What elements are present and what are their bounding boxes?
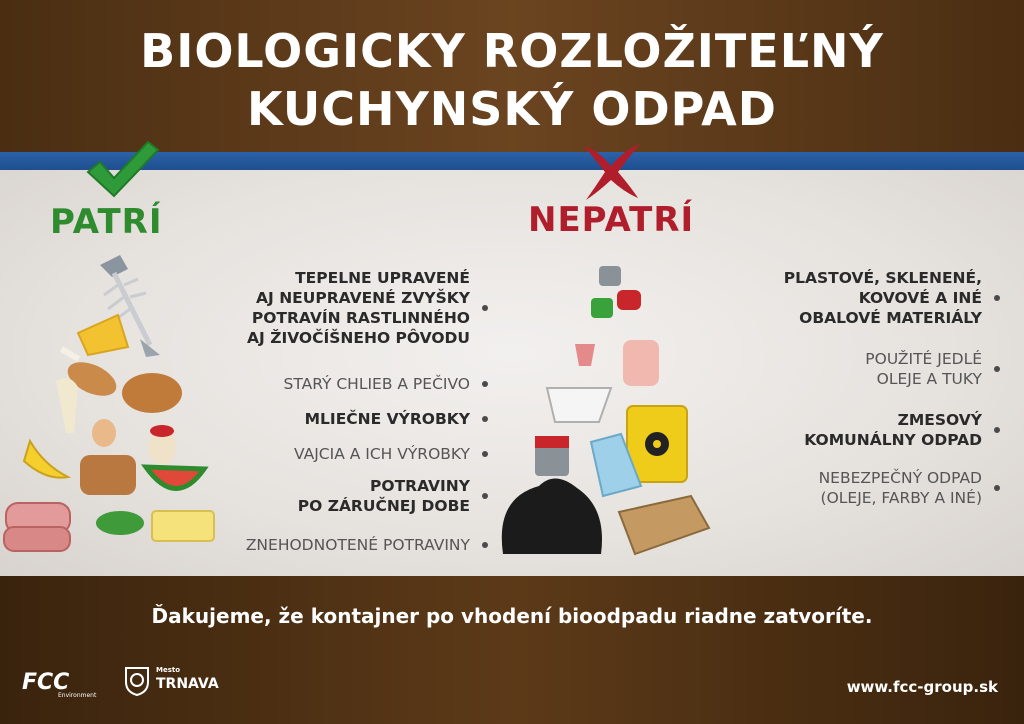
butter-icon bbox=[152, 511, 214, 541]
meat-icon bbox=[4, 503, 70, 551]
list-item: TEPELNE UPRAVENÉ AJ NEUPRAVENÉ ZVYŠKY POTRAVÍN RASTLINNÉHO AJ ŽIVOČÍŠNEHO PÔVODU bbox=[247, 268, 488, 348]
bullet bbox=[994, 295, 1000, 301]
trnava-logo: TRNAVA bbox=[156, 676, 219, 692]
ice-cream-icon bbox=[56, 378, 78, 433]
belongs-heading: PATRÍ bbox=[50, 202, 163, 242]
list-item: NEBEZPEČNÝ ODPAD (OLEJE, FARBY A INÉ) bbox=[819, 468, 1000, 508]
list-item: STARÝ CHLIEB A PEČIVO bbox=[283, 374, 488, 394]
website-link[interactable]: www.fcc-group.sk bbox=[846, 678, 998, 696]
tray-icon bbox=[547, 388, 611, 422]
footer bbox=[0, 576, 1024, 724]
list-item: PLASTOVÉ, SKLENENÉ, KOVOVÉ A INÉ OBALOVÉ MATERIÁLY bbox=[784, 268, 1000, 328]
egg-icon bbox=[92, 419, 116, 447]
pizza-box-icon bbox=[619, 496, 709, 554]
cucumber-icon bbox=[96, 511, 144, 535]
page-title: BIOLOGICKY ROZLOŽITEĽNÝ KUCHYNSKÝ ODPAD bbox=[140, 24, 884, 136]
paint-bucket-icon bbox=[535, 436, 569, 476]
banana-peel-icon bbox=[24, 441, 68, 478]
can-icon bbox=[591, 266, 641, 318]
watermelon-icon bbox=[146, 467, 204, 489]
cheese-icon bbox=[78, 315, 128, 355]
list-item: MLIEČNE VÝROBKY bbox=[305, 409, 488, 429]
non-bio-waste-illustration bbox=[495, 258, 725, 563]
bread-icon bbox=[122, 373, 182, 413]
list-item: ZNEHODNOTENÉ POTRAVINY bbox=[246, 535, 488, 555]
bullet bbox=[994, 427, 1000, 433]
cup-icon bbox=[575, 344, 595, 366]
apple-core-icon bbox=[148, 425, 176, 465]
bread-loaf-icon bbox=[80, 455, 136, 495]
trash-bag-icon bbox=[502, 478, 602, 554]
list-item: ZMESOVÝ KOMUNÁLNY ODPAD bbox=[804, 410, 1000, 450]
jar-icon bbox=[623, 340, 659, 386]
trnava-crest-icon bbox=[124, 666, 150, 696]
list-item: VAJCIA A ICH VÝROBKY bbox=[294, 444, 488, 464]
bullet bbox=[994, 485, 1000, 491]
fcc-logo: FCC bbox=[22, 670, 70, 695]
food-waste-illustration bbox=[0, 255, 225, 565]
fcc-logo-subtitle: Environment bbox=[58, 692, 97, 699]
footer-message: Ďakujeme, že kontajner po vhodení bioodpadu riadne zatvoríte. bbox=[151, 604, 873, 628]
bullet bbox=[994, 366, 1000, 372]
list-item: POUŽITÉ JEDLÉ OLEJE A TUKY bbox=[865, 349, 1000, 389]
not-belongs-heading: NEPATRÍ bbox=[528, 200, 695, 240]
list-item: POTRAVINY PO ZÁRUČNEJ DOBE bbox=[298, 476, 488, 516]
trnava-logo-small: Mesto bbox=[156, 666, 181, 674]
